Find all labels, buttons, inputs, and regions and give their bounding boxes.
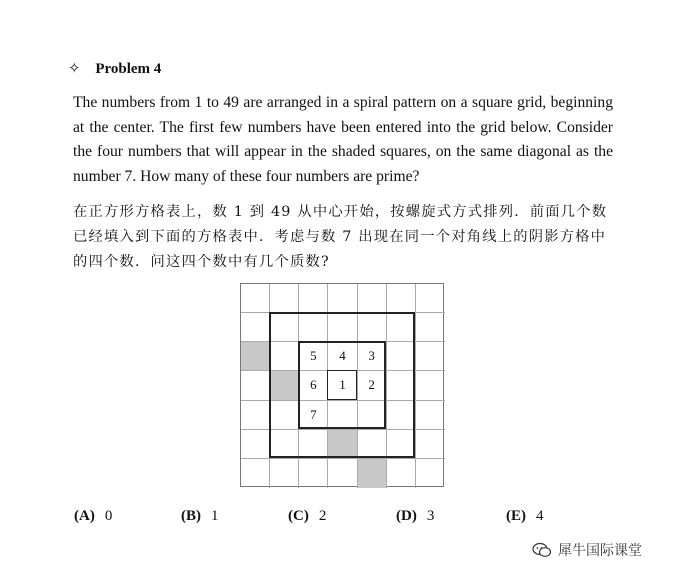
choice-value: 4 [536,508,544,524]
grid-cell [387,342,416,371]
shaded-grid-cell [328,430,357,459]
choice-d[interactable] [396,508,434,525]
grid-cell [270,342,299,371]
choice-a[interactable] [74,508,112,525]
grid-cell [270,284,299,313]
grid-cell [328,459,357,488]
grid-cell [241,401,270,430]
grid-cell [358,430,387,459]
shaded-grid-cell [270,371,299,400]
grid-cell [270,313,299,342]
grid-cell [241,371,270,400]
spiral-grid [240,283,444,487]
grid-cell [241,430,270,459]
grid-cell [328,401,357,430]
choice-value: 0 [104,508,113,524]
grid-cell [270,459,299,488]
grid-cell [299,430,328,459]
grid-cell [387,459,416,488]
grid-cell [387,371,416,400]
problem-header [68,59,161,78]
grid-cell: 1 [328,371,357,400]
grid-cell: 7 [299,401,328,430]
choice-letter: (C) [288,508,309,524]
shaded-grid-cell [241,342,270,371]
grid-cell: 6 [299,371,328,400]
grid-cell [299,459,328,488]
choice-e[interactable] [506,508,544,525]
grid-cell [299,284,328,313]
watermark [532,540,642,560]
grid-cell [416,401,445,430]
grid-cell [328,313,357,342]
grid-cell: 3 [358,342,387,371]
grid-cell [387,401,416,430]
choice-letter: (B) [181,508,201,524]
grid-cell: 2 [358,371,387,400]
choice-letter: (A) [74,508,95,524]
grid-cell [241,459,270,488]
choice-letter: (E) [506,508,526,524]
problem-title: Problem 4 [95,61,162,77]
grid-cell [416,284,445,313]
grid-cell [358,284,387,313]
watermark-text: 犀牛国际课堂 [558,543,642,559]
grid-cell [270,430,299,459]
star-outline-icon: ✧ [68,61,81,77]
grid-cell [387,430,416,459]
wechat-icon [532,542,552,558]
grid-cell: 4 [328,342,357,371]
grid-cell [416,430,445,459]
grid-cell [416,342,445,371]
grid-cell [416,371,445,400]
choice-letter: (D) [396,508,417,524]
grid-cell [241,284,270,313]
grid-cell [299,313,328,342]
grid-cell [241,313,270,342]
problem-text-chinese: 在正方形方格表上，数 1 到 49 从中心开始，按螺旋式方式排列．前面几个数已经填入到下面的方格表中．考虑与数 7 出现在同一个对角线上的阴影方格中的四个数．问这四个数中有几个质数? [73,204,608,270]
problem-text-english: The numbers from 1 to 49 are arranged in a spiral pattern on a square grid, beginning at the center. The first few numbers have been entered into the grid below. Consider the four numbers that will appear in the shaded squares, on the same diagonal as the number 7. How many of these four numbers are prime? [73,94,613,185]
grid-cell [416,459,445,488]
grid-cell: 5 [299,342,328,371]
shaded-grid-cell [358,459,387,488]
grid-cell [416,313,445,342]
grid-cells [240,283,444,487]
answer-choices [74,508,594,530]
grid-cell [387,313,416,342]
grid-cell [270,401,299,430]
choice-value: 1 [211,508,219,524]
grid-cell [387,284,416,313]
choice-value: 2 [318,508,327,524]
choice-c[interactable] [288,508,326,525]
choice-value: 3 [426,508,435,524]
grid-cell [358,401,387,430]
grid-cell [358,313,387,342]
choice-b[interactable] [181,508,219,525]
grid-cell [328,284,357,313]
